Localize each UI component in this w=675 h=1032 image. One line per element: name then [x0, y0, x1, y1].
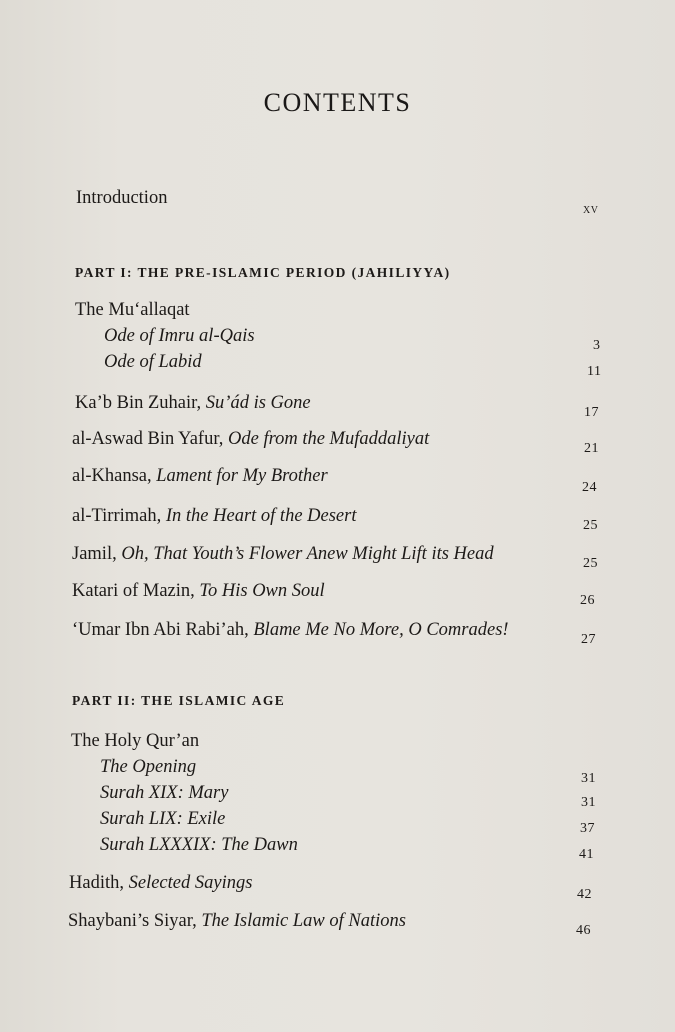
toc-entry-work: Surah XIX: Mary — [100, 783, 229, 803]
toc-entry-work: Su’ád is Gone — [205, 393, 311, 413]
toc-page-number: 17 — [584, 405, 599, 420]
toc-entry[interactable] — [0, 352, 675, 382]
toc-entry-author: al-Khansa, — [72, 466, 157, 486]
toc-entry-work: In the Heart of the Desert — [165, 506, 357, 526]
toc-entry-author: Ka’b Bin Zuhair, — [75, 393, 206, 413]
toc-entry[interactable] — [0, 620, 675, 650]
toc-entry[interactable] — [0, 873, 675, 903]
toc-page-number: 37 — [580, 821, 595, 836]
toc-page-number: 42 — [577, 887, 592, 902]
part-heading-1: PART I: THE PRE-ISLAMIC PERIOD (JAHILIYYA) — [75, 265, 451, 280]
toc-entry-work: Ode from the Mufaddaliyat — [228, 429, 430, 449]
toc-page-number: 3 — [593, 338, 601, 353]
toc-page-number: 25 — [583, 518, 598, 533]
toc-entry-author: Jamil, — [72, 544, 122, 564]
toc-entry[interactable] — [0, 911, 675, 941]
toc-page-number: 46 — [576, 923, 591, 938]
toc-entry[interactable] — [0, 393, 675, 423]
toc-page-number: 31 — [581, 771, 596, 786]
toc-entry-work: Ode of Labid — [104, 352, 202, 372]
toc-entry-work: The Islamic Law of Nations — [201, 911, 406, 931]
toc-entry-work: To His Own Soul — [199, 581, 325, 601]
toc-page-number: xv — [583, 202, 599, 217]
toc-entry[interactable] — [0, 466, 675, 496]
toc-entry-work: Oh, That Youth’s Flower Anew Might Lift its Head — [121, 544, 494, 564]
toc-entry-author: Katari of Mazin, — [72, 581, 200, 601]
toc-entry-work: Surah LIX: Exile — [100, 809, 226, 829]
toc-page-number: 24 — [582, 480, 597, 495]
part-heading-2: PART II: THE ISLAMIC AGE — [72, 693, 286, 708]
toc-page-number: 27 — [581, 632, 596, 647]
toc-entry-work: Selected Sayings — [128, 873, 253, 893]
toc-entry-work: Surah LXXXIX: The Dawn — [100, 835, 298, 855]
toc-entry-author: Hadith, — [69, 873, 129, 893]
toc-page-number: 26 — [580, 593, 595, 608]
toc-entry-author: ‘Umar Ibn Abi Rabi’ah, — [72, 620, 254, 640]
toc-entry-work: Lament for My Brother — [156, 466, 328, 486]
page-title: CONTENTS — [263, 88, 412, 117]
toc-entry[interactable] — [0, 581, 675, 611]
toc-page-number: 11 — [587, 364, 602, 379]
toc-entry-author: The Holy Qur’an — [71, 731, 200, 751]
toc-entry[interactable] — [0, 835, 675, 865]
toc-entry-author: Shaybani’s Siyar, — [68, 911, 202, 931]
toc-entry[interactable] — [0, 544, 675, 574]
toc-entry-introduction[interactable] — [0, 188, 675, 218]
toc-entry-work: The Opening — [100, 757, 197, 777]
toc-page-number: 31 — [581, 795, 596, 810]
toc-page-number: 25 — [583, 556, 598, 571]
toc-entry[interactable] — [0, 506, 675, 536]
toc-page-number: 41 — [579, 847, 594, 862]
toc-entry-author: The Mu‘allaqat — [75, 300, 190, 320]
toc-entry[interactable] — [0, 429, 675, 459]
toc-entry-work: Blame Me No More, O Comrades! — [253, 620, 509, 640]
toc-entry-author: al-Aswad Bin Yafur, — [72, 429, 228, 449]
toc-page-number: 21 — [584, 441, 599, 456]
toc-entry-work: Ode of Imru al-Qais — [104, 326, 255, 346]
toc-entry-label: Introduction — [76, 188, 168, 208]
toc-entry-author: al-Tirrimah, — [72, 506, 166, 526]
